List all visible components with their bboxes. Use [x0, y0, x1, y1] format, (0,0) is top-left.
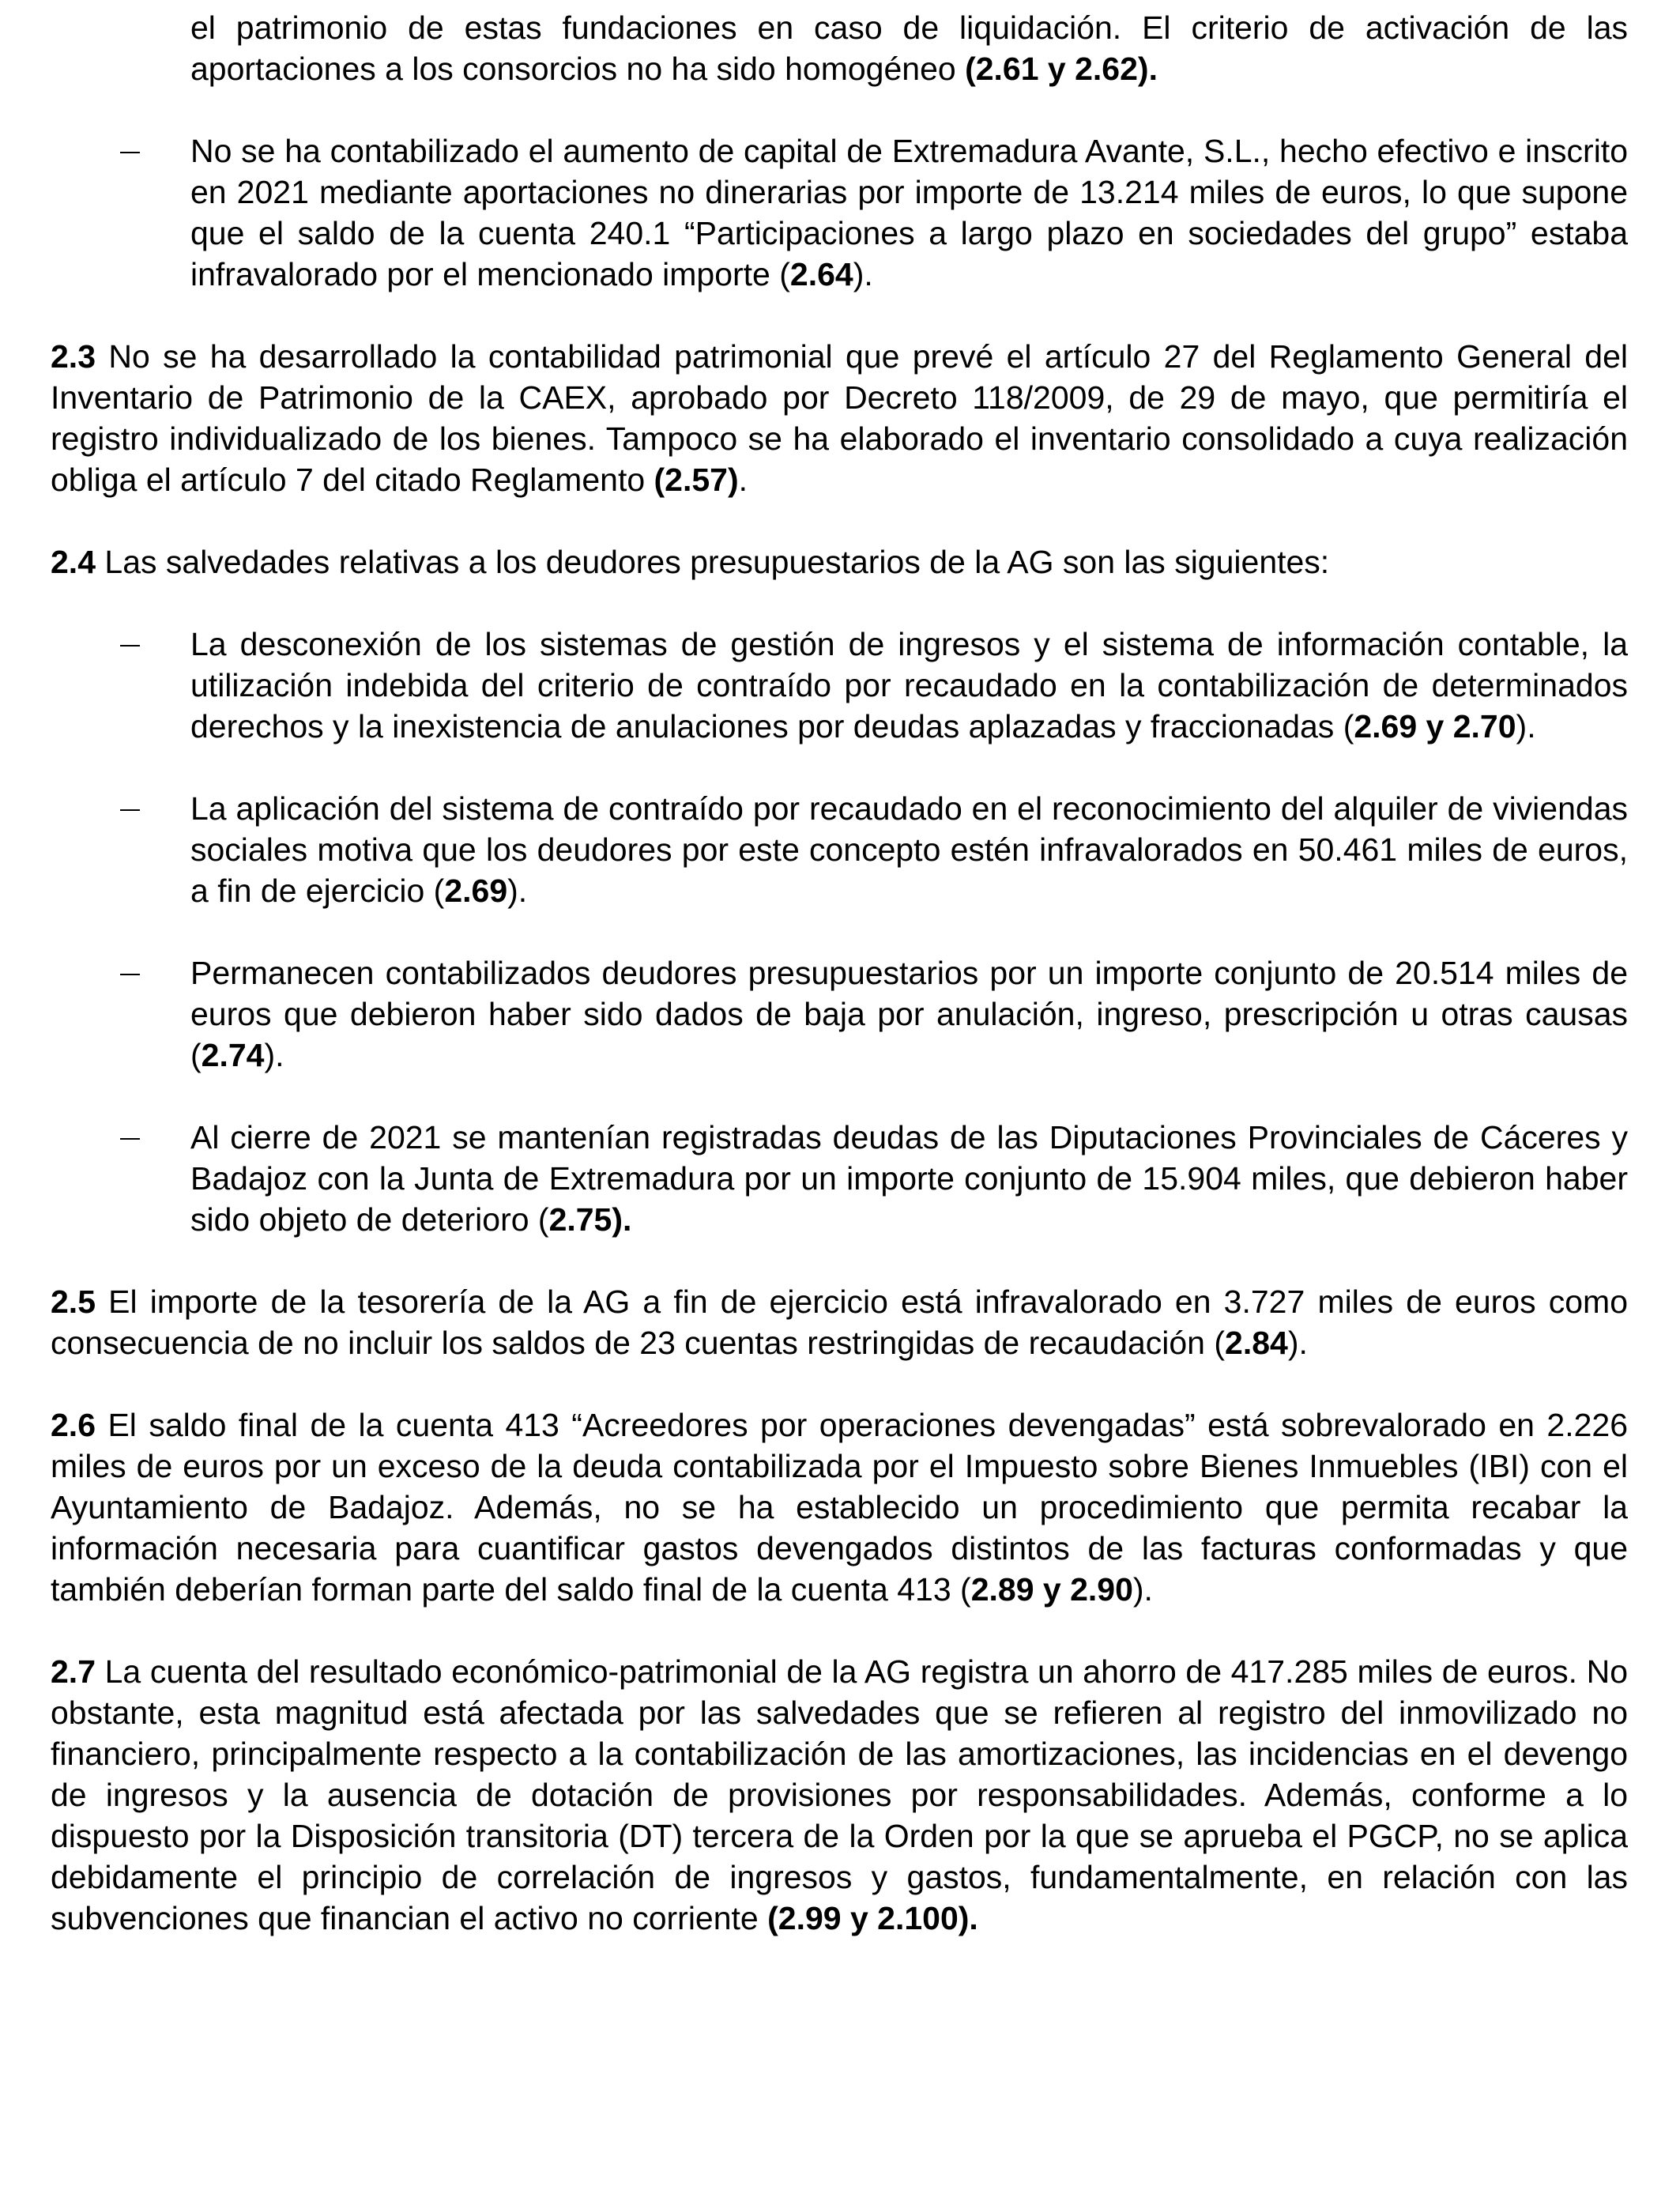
reference-bold: (2.57)	[654, 462, 739, 498]
text-run: ).	[1132, 1571, 1153, 1608]
bullet-item	[51, 788, 1628, 911]
text-run: .	[738, 462, 748, 498]
text-run: No se ha contabilizado el aumento de capital de Extremadura Avante, S.L., hecho efectivo e inscrito en 2021 mediante aportaciones no dinerarias por importe de 13.214 miles de euros, lo que supone que el saldo de la cuenta 240.1 “Participaciones a largo plazo en sociedades del grupo” estaba infravalorado por el mencionado importe (	[190, 133, 1628, 292]
text-run: La aplicación del sistema de contraído por recaudado en el reconocimiento del alquiler de viviendas sociales motiva que los deudores por este concepto estén infravalorados en 50.461 miles de euros, a fin de ejercicio (	[190, 790, 1628, 909]
paragraph-2-7	[51, 1651, 1628, 1939]
text-run: Al cierre de 2021 se mantenían registradas deudas de las Diputaciones Provinciales de Cáceres y Badajoz con la Junta de Extremadura por un importe conjunto de 15.904 miles, que debieron haber sido objeto de deterioro (	[190, 1119, 1628, 1238]
reference-bold: 2.69 y 2.70	[1354, 708, 1516, 745]
paragraph-2-4	[51, 541, 1628, 582]
text-run: La desconexión de los sistemas de gestión de ingresos y el sistema de información contable, la utilización indebida del criterio de contraído por recaudado en la contabilización de determinados derechos y la inexistencia de anulaciones por deudas aplazadas y fraccionadas (	[190, 626, 1628, 745]
bullet-item	[51, 1117, 1628, 1240]
bullet-item	[51, 624, 1628, 747]
paragraph-2-5	[51, 1281, 1628, 1363]
reference-bold: 2.89 y 2.90	[970, 1571, 1133, 1608]
bullet-item	[51, 952, 1628, 1076]
paragraph-number: 2.4	[51, 544, 96, 580]
text-run: No se ha desarrollado la contabilidad patrimonial que prevé el artículo 27 del Reglamento General del Inventario de Patrimonio de la CAEX, aprobado por Decreto 118/2009, de 29 de mayo, que permitiría el registro individualizado de los bienes. Tampoco se ha elaborado el inventario consolidado a cuya realización obliga el artículo 7 del citado Reglamento	[51, 338, 1628, 498]
reference-bold: 2.75).	[548, 1201, 632, 1238]
text-run: ).	[507, 873, 528, 909]
reference-bold: (2.61 y 2.62).	[965, 51, 1158, 87]
text-run: El importe de la tesorería de la AG a fin de ejercicio está infravalorado en 3.727 miles de euros como consecuencia de no incluir los saldos de 23 cuentas restringidas de recaudación (	[51, 1284, 1628, 1361]
text-run: El saldo final de la cuenta 413 “Acreedores por operaciones devengadas” está sobrevalorado en 2.226 miles de euros por un exceso de la deuda contabilizada por el Impuesto sobre Bienes Inmuebles (IBI) con el Ayuntamiento de Badajoz. Además, no se ha establecido un procedimiento que permita recabar la información necesaria para cuantificar gastos devengados distintos de las facturas conformadas y que también deberían forman parte del saldo final de la cuenta 413 (	[51, 1407, 1628, 1608]
paragraph-2-3	[51, 336, 1628, 500]
reference-bold: 2.69	[444, 873, 508, 909]
paragraph-number: 2.6	[51, 1407, 96, 1443]
text-run: La cuenta del resultado económico-patrimonial de la AG registra un ahorro de 417.285 miles de euros. No obstante, esta magnitud está afectada por las salvedades que se refieren al registro del inmovilizado no financiero, principalmente respecto a la contabilización de las amortizaciones, las incidencias en el devengo de ingresos y la ausencia de dotación de provisiones por responsabilidades. Además, conforme a lo dispuesto por la Disposición transitoria (DT) tercera de la Orden por la que se aprueba el PGCP, no se aplica debidamente el principio de correlación de ingresos y gastos, fundamentalmente, en relación con las subvenciones que financian el activo no corriente	[51, 1653, 1628, 1936]
paragraph-number: 2.3	[51, 338, 96, 375]
text-run: Las salvedades relativas a los deudores presupuestarios de la AG son las siguientes:	[96, 544, 1330, 580]
paragraph-continuation	[51, 7, 1628, 89]
reference-bold: 2.74	[201, 1037, 265, 1073]
text-run: ).	[264, 1037, 284, 1073]
document-page	[51, 7, 1628, 1980]
text-run: ).	[1287, 1325, 1308, 1361]
reference-bold: 2.84	[1225, 1325, 1288, 1361]
text-run: Permanecen contabilizados deudores presupuestarios por un importe conjunto de 20.514 miles de euros que debieron haber sido dados de baja por anulación, ingreso, prescripción u otras causas (	[190, 955, 1628, 1073]
bullet-item	[51, 130, 1628, 295]
paragraph-2-6	[51, 1404, 1628, 1610]
text-run: ).	[1516, 708, 1536, 745]
paragraph-number: 2.7	[51, 1653, 96, 1690]
reference-bold: (2.99 y 2.100).	[767, 1900, 978, 1936]
paragraph-number: 2.5	[51, 1284, 96, 1320]
text-run: ).	[853, 256, 873, 292]
text-run: el patrimonio de estas fundaciones en caso de liquidación. El criterio de activación de las aportaciones a los consorcios no ha sido homogéneo	[190, 9, 1628, 87]
reference-bold: 2.64	[789, 256, 853, 292]
